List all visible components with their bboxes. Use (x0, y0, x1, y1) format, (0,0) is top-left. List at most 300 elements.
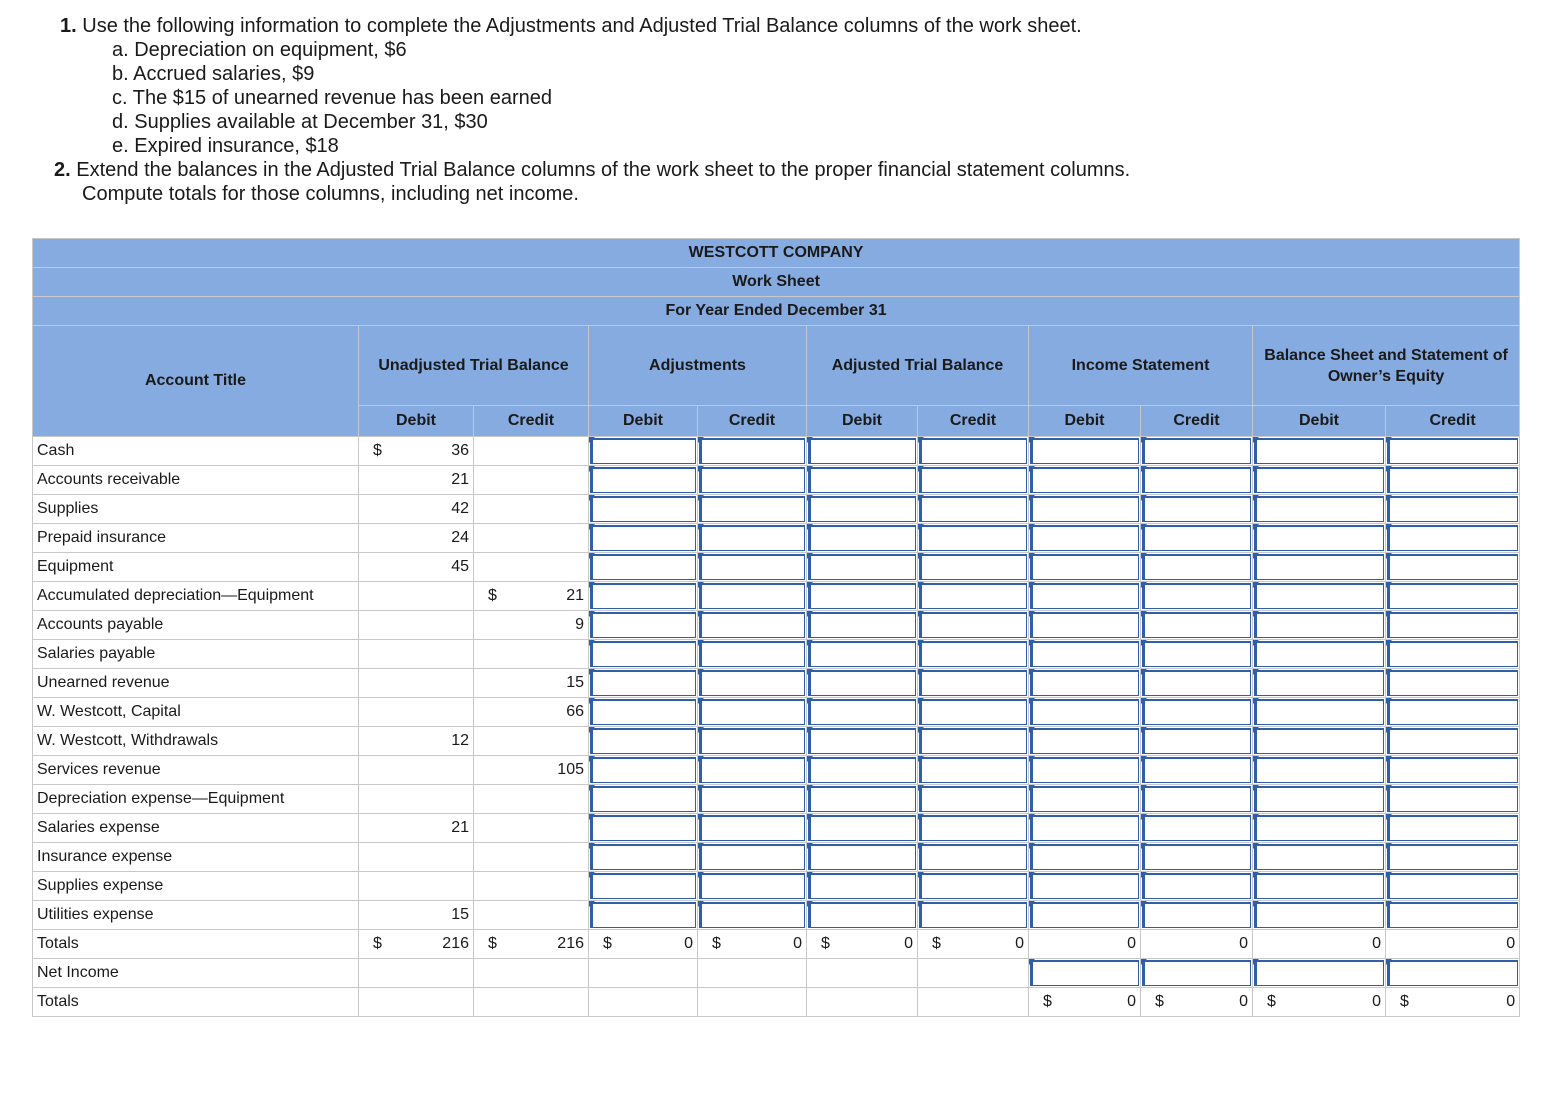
atb-credit-cell (918, 495, 1029, 524)
table-row (33, 582, 1520, 611)
unadjusted-debit (359, 901, 474, 930)
atb-debit-input[interactable] (808, 902, 916, 928)
adj-debit-input[interactable] (590, 467, 696, 493)
bs-credit-input[interactable] (1387, 583, 1518, 609)
dropdown-marker-icon (589, 727, 595, 733)
account-name: Unearned revenue (33, 669, 359, 698)
table-row (33, 466, 1520, 495)
adj-debit-input[interactable] (590, 670, 696, 696)
atb-credit-cell (918, 901, 1029, 930)
final-total-is-credit (1141, 988, 1253, 1017)
account-name: Equipment (33, 553, 359, 582)
dropdown-marker-icon (698, 727, 704, 733)
is-credit-input[interactable] (1142, 670, 1251, 696)
is-debit-cell (1029, 901, 1141, 930)
unadjusted-credit (474, 553, 589, 582)
unadjusted-credit-value: 66 (566, 703, 584, 720)
is-debit-cell (1029, 437, 1141, 466)
unadjusted-debit (359, 698, 474, 727)
atb-credit-cell (918, 553, 1029, 582)
atb-credit-input[interactable] (919, 467, 1027, 493)
atb-credit-input[interactable] (919, 699, 1027, 725)
unadjusted-debit-value: 42 (451, 500, 469, 517)
bs-debit-input[interactable] (1254, 873, 1384, 899)
adj-debit-input[interactable] (590, 815, 696, 841)
bs-debit-input[interactable] (1254, 641, 1384, 667)
group-header-balance-sheet: Balance Sheet and Statement of Owner’s Equity (1253, 326, 1520, 406)
adj-credit-input[interactable] (699, 554, 805, 580)
bs-debit-cell (1253, 872, 1386, 901)
dropdown-marker-icon (698, 785, 704, 791)
adj-credit-input[interactable] (699, 670, 805, 696)
unadjusted-debit-value: 12 (451, 732, 469, 749)
dropdown-marker-icon (807, 872, 813, 878)
dropdown-marker-icon (589, 698, 595, 704)
dropdown-marker-icon (1029, 872, 1035, 878)
unadjusted-debit (359, 640, 474, 669)
is-credit-input[interactable] (1142, 844, 1251, 870)
adj-debit-cell (589, 640, 698, 669)
adj-debit-input[interactable] (590, 438, 696, 464)
adj-credit-input[interactable] (699, 612, 805, 638)
bs-debit-cell (1253, 495, 1386, 524)
unadjusted-credit (474, 582, 589, 611)
dropdown-marker-icon (589, 495, 595, 501)
bs-debit-input[interactable] (1254, 583, 1384, 609)
bs-debit-input[interactable] (1254, 815, 1384, 841)
atb-debit-input[interactable] (808, 438, 916, 464)
dropdown-marker-icon (1253, 640, 1259, 646)
adj-credit-cell (698, 698, 807, 727)
is-debit-input[interactable] (1030, 902, 1139, 928)
dropdown-marker-icon (1141, 843, 1147, 849)
is-credit-input[interactable] (1142, 612, 1251, 638)
dropdown-marker-icon (589, 843, 595, 849)
account-name: Accumulated depreciation—Equipment (33, 582, 359, 611)
atb-debit-cell (807, 495, 918, 524)
empty-cell (474, 988, 589, 1017)
adj-credit-input[interactable] (699, 699, 805, 725)
dropdown-marker-icon (807, 727, 813, 733)
bs-debit-input[interactable] (1254, 438, 1384, 464)
bs-debit-input[interactable] (1254, 612, 1384, 638)
dropdown-marker-icon (1029, 495, 1035, 501)
bs-debit-cell (1253, 553, 1386, 582)
is-credit-input[interactable] (1142, 757, 1251, 783)
atb-debit-input[interactable] (808, 757, 916, 783)
is-credit-input[interactable] (1142, 438, 1251, 464)
is-debit-input[interactable] (1030, 699, 1139, 725)
net-income-is-credit-input[interactable] (1142, 960, 1251, 986)
bs-debit-input[interactable] (1254, 902, 1384, 928)
atb-credit-input[interactable] (919, 641, 1027, 667)
atb-credit-input[interactable] (919, 438, 1027, 464)
adj-debit-input[interactable] (590, 583, 696, 609)
atb-debit-cell (807, 524, 918, 553)
atb-debit-input[interactable] (808, 583, 916, 609)
currency-symbol: $ (1267, 993, 1276, 1010)
table-row (33, 495, 1520, 524)
atb-debit-cell (807, 785, 918, 814)
dropdown-marker-icon (918, 553, 924, 559)
adj-debit-input[interactable] (590, 699, 696, 725)
dropdown-marker-icon (1029, 466, 1035, 472)
unadjusted-credit (474, 727, 589, 756)
dropdown-marker-icon (698, 698, 704, 704)
bs-credit-cell (1386, 785, 1520, 814)
unadjusted-credit (474, 466, 589, 495)
bs-debit-cell (1253, 756, 1386, 785)
atb-debit-cell (807, 698, 918, 727)
is-debit-input[interactable] (1030, 554, 1139, 580)
dropdown-marker-icon (1029, 785, 1035, 791)
is-credit-cell (1141, 785, 1253, 814)
empty-cell (359, 988, 474, 1017)
atb-credit-input[interactable] (919, 554, 1027, 580)
adj-credit-input[interactable] (699, 815, 805, 841)
debit-column-header: Debit (1253, 406, 1386, 437)
dropdown-marker-icon (807, 901, 813, 907)
empty-cell (698, 959, 807, 988)
atb-credit-input[interactable] (919, 902, 1027, 928)
bs-credit-input[interactable] (1387, 873, 1518, 899)
is-debit-input[interactable] (1030, 844, 1139, 870)
adj-debit-cell (589, 611, 698, 640)
total-is-debit-value: 0 (1127, 935, 1136, 952)
table-row (33, 756, 1520, 785)
dropdown-marker-icon (1029, 698, 1035, 704)
adj-credit-cell (698, 437, 807, 466)
is-debit-input[interactable] (1030, 728, 1139, 754)
is-debit-input[interactable] (1030, 496, 1139, 522)
empty-cell (807, 988, 918, 1017)
adj-debit-input[interactable] (590, 844, 696, 870)
debit-column-header: Debit (359, 406, 474, 437)
question-2-text-cont: Compute totals for those columns, including net income. (82, 183, 579, 205)
atb-debit-input[interactable] (808, 699, 916, 725)
dropdown-marker-icon (1253, 785, 1259, 791)
atb-credit-input[interactable] (919, 728, 1027, 754)
bs-credit-cell (1386, 611, 1520, 640)
adj-credit-cell (698, 495, 807, 524)
adj-debit-input[interactable] (590, 873, 696, 899)
bs-credit-input[interactable] (1387, 438, 1518, 464)
adj-debit-cell (589, 843, 698, 872)
is-credit-input[interactable] (1142, 699, 1251, 725)
bs-credit-cell (1386, 756, 1520, 785)
bs-credit-input[interactable] (1387, 467, 1518, 493)
dropdown-marker-icon (807, 785, 813, 791)
atb-credit-cell (918, 582, 1029, 611)
question-1 (60, 14, 1520, 38)
unadjusted-debit (359, 437, 474, 466)
total-atb-credit-value: 0 (1015, 935, 1024, 952)
dropdown-marker-icon (1029, 640, 1035, 646)
bs-debit-input[interactable] (1254, 728, 1384, 754)
bs-debit-input[interactable] (1254, 844, 1384, 870)
atb-credit-cell (918, 669, 1029, 698)
dropdown-marker-icon (1386, 872, 1392, 878)
dropdown-marker-icon (918, 872, 924, 878)
is-debit-input[interactable] (1030, 815, 1139, 841)
currency-symbol: $ (1155, 993, 1164, 1010)
currency-symbol: $ (373, 442, 382, 459)
adj-credit-cell (698, 727, 807, 756)
dropdown-marker-icon (589, 901, 595, 907)
is-credit-input[interactable] (1142, 583, 1251, 609)
dropdown-marker-icon (1141, 698, 1147, 704)
adj-debit-input[interactable] (590, 786, 696, 812)
dropdown-marker-icon (698, 901, 704, 907)
bs-debit-cell (1253, 698, 1386, 727)
atb-debit-input[interactable] (808, 873, 916, 899)
atb-debit-cell (807, 669, 918, 698)
is-debit-input[interactable] (1030, 757, 1139, 783)
dropdown-marker-icon (1253, 959, 1259, 965)
is-debit-input[interactable] (1030, 670, 1139, 696)
dropdown-marker-icon (1253, 872, 1259, 878)
table-row (33, 901, 1520, 930)
dropdown-marker-icon (807, 669, 813, 675)
adj-credit-input[interactable] (699, 583, 805, 609)
net-income-bs-debit-input[interactable] (1254, 960, 1384, 986)
dropdown-marker-icon (1029, 524, 1035, 530)
is-debit-cell (1029, 640, 1141, 669)
adj-debit-input[interactable] (590, 902, 696, 928)
bs-credit-input[interactable] (1387, 815, 1518, 841)
adj-credit-input[interactable] (699, 844, 805, 870)
account-name: Supplies (33, 495, 359, 524)
bs-debit-input[interactable] (1254, 786, 1384, 812)
adj-credit-cell (698, 611, 807, 640)
bs-credit-input[interactable] (1387, 554, 1518, 580)
adj-debit-cell (589, 495, 698, 524)
dropdown-marker-icon (1253, 582, 1259, 588)
bs-debit-input[interactable] (1254, 554, 1384, 580)
is-credit-input[interactable] (1142, 728, 1251, 754)
atb-credit-input[interactable] (919, 757, 1027, 783)
instruction-item-c: c. The $15 of unearned revenue has been earned (112, 87, 552, 109)
bs-debit-input[interactable] (1254, 670, 1384, 696)
bs-credit-input[interactable] (1387, 641, 1518, 667)
atb-debit-input[interactable] (808, 554, 916, 580)
dropdown-marker-icon (1029, 959, 1035, 965)
dropdown-marker-icon (1141, 669, 1147, 675)
is-credit-input[interactable] (1142, 525, 1251, 551)
is-credit-input[interactable] (1142, 902, 1251, 928)
is-credit-input[interactable] (1142, 554, 1251, 580)
currency-symbol: $ (932, 935, 941, 952)
dropdown-marker-icon (1029, 814, 1035, 820)
adj-debit-input[interactable] (590, 757, 696, 783)
is-debit-input[interactable] (1030, 873, 1139, 899)
atb-debit-cell (807, 553, 918, 582)
net-income-is-debit-input[interactable] (1030, 960, 1139, 986)
adj-credit-input[interactable] (699, 496, 805, 522)
atb-debit-input[interactable] (808, 641, 916, 667)
empty-cell (918, 988, 1029, 1017)
dropdown-marker-icon (918, 495, 924, 501)
bs-credit-input[interactable] (1387, 699, 1518, 725)
atb-debit-input[interactable] (808, 815, 916, 841)
total-adj-credit-value: 0 (793, 935, 802, 952)
bs-credit-cell (1386, 814, 1520, 843)
dropdown-marker-icon (918, 582, 924, 588)
account-name: Supplies expense (33, 872, 359, 901)
adj-debit-input[interactable] (590, 641, 696, 667)
bs-debit-input[interactable] (1254, 525, 1384, 551)
atb-credit-input[interactable] (919, 525, 1027, 551)
atb-debit-input[interactable] (808, 496, 916, 522)
total-atb-debit-value: 0 (904, 935, 913, 952)
adj-credit-input[interactable] (699, 902, 805, 928)
atb-debit-input[interactable] (808, 728, 916, 754)
adj-debit-input[interactable] (590, 554, 696, 580)
bs-credit-input[interactable] (1387, 902, 1518, 928)
table-row (33, 669, 1520, 698)
dropdown-marker-icon (1386, 901, 1392, 907)
adj-debit-input[interactable] (590, 496, 696, 522)
dropdown-marker-icon (698, 669, 704, 675)
atb-credit-input[interactable] (919, 496, 1027, 522)
atb-credit-cell (918, 698, 1029, 727)
atb-credit-cell (918, 756, 1029, 785)
atb-credit-input[interactable] (919, 612, 1027, 638)
bs-debit-input[interactable] (1254, 467, 1384, 493)
is-credit-input[interactable] (1142, 496, 1251, 522)
atb-credit-cell (918, 785, 1029, 814)
adj-credit-input[interactable] (699, 757, 805, 783)
unadjusted-credit (474, 640, 589, 669)
adj-debit-input[interactable] (590, 612, 696, 638)
adj-credit-input[interactable] (699, 467, 805, 493)
is-debit-input[interactable] (1030, 438, 1139, 464)
dropdown-marker-icon (589, 814, 595, 820)
atb-debit-input[interactable] (808, 612, 916, 638)
adj-credit-input[interactable] (699, 641, 805, 667)
is-credit-input[interactable] (1142, 786, 1251, 812)
dropdown-marker-icon (1386, 843, 1392, 849)
adj-credit-input[interactable] (699, 525, 805, 551)
bs-credit-input[interactable] (1387, 786, 1518, 812)
bs-credit-input[interactable] (1387, 612, 1518, 638)
adj-credit-input[interactable] (699, 873, 805, 899)
is-credit-input[interactable] (1142, 873, 1251, 899)
bs-debit-cell (1253, 582, 1386, 611)
atb-credit-input[interactable] (919, 670, 1027, 696)
adj-credit-cell (698, 843, 807, 872)
table-row (33, 611, 1520, 640)
account-name: Insurance expense (33, 843, 359, 872)
atb-credit-input[interactable] (919, 786, 1027, 812)
bs-credit-input[interactable] (1387, 670, 1518, 696)
atb-credit-input[interactable] (919, 815, 1027, 841)
is-debit-input[interactable] (1030, 525, 1139, 551)
is-debit-input[interactable] (1030, 786, 1139, 812)
unadjusted-credit (474, 611, 589, 640)
adj-credit-input[interactable] (699, 786, 805, 812)
is-credit-input[interactable] (1142, 467, 1251, 493)
bs-debit-cell (1253, 640, 1386, 669)
bs-credit-cell (1386, 727, 1520, 756)
is-credit-cell (1141, 437, 1253, 466)
atb-credit-input[interactable] (919, 873, 1027, 899)
bs-debit-input[interactable] (1254, 757, 1384, 783)
bs-credit-cell (1386, 698, 1520, 727)
bs-credit-input[interactable] (1387, 757, 1518, 783)
is-debit-input[interactable] (1030, 583, 1139, 609)
adj-credit-input[interactable] (699, 728, 805, 754)
atb-debit-input[interactable] (808, 670, 916, 696)
dropdown-marker-icon (807, 698, 813, 704)
total-unadj-credit-value: 216 (557, 935, 584, 952)
adj-debit-input[interactable] (590, 525, 696, 551)
is-credit-input[interactable] (1142, 641, 1251, 667)
dropdown-marker-icon (918, 640, 924, 646)
atb-debit-input[interactable] (808, 467, 916, 493)
dropdown-marker-icon (589, 466, 595, 472)
is-debit-input[interactable] (1030, 612, 1139, 638)
adj-credit-cell (698, 756, 807, 785)
net-income-bs-credit-input[interactable] (1387, 960, 1518, 986)
is-debit-cell (1029, 698, 1141, 727)
question-1-text: Use the following information to complete the Adjustments and Adjusted Trial Balance columns of the work sheet. (82, 15, 1082, 37)
table-row (33, 814, 1520, 843)
dropdown-marker-icon (807, 437, 813, 443)
final-total-bs-debit (1253, 988, 1386, 1017)
is-credit-cell (1141, 582, 1253, 611)
atb-debit-cell (807, 466, 918, 495)
bs-debit-input[interactable] (1254, 496, 1384, 522)
adj-debit-input[interactable] (590, 728, 696, 754)
atb-debit-input[interactable] (808, 844, 916, 870)
bs-credit-input[interactable] (1387, 844, 1518, 870)
adj-credit-input[interactable] (699, 438, 805, 464)
debit-column-header: Debit (589, 406, 698, 437)
bs-credit-input[interactable] (1387, 728, 1518, 754)
empty-cell (589, 959, 698, 988)
is-debit-input[interactable] (1030, 641, 1139, 667)
is-debit-cell (1029, 814, 1141, 843)
adj-credit-cell (698, 814, 807, 843)
adj-debit-cell (589, 756, 698, 785)
currency-symbol: $ (488, 587, 497, 604)
atb-debit-input[interactable] (808, 525, 916, 551)
atb-credit-input[interactable] (919, 583, 1027, 609)
currency-symbol: $ (712, 935, 721, 952)
is-credit-input[interactable] (1142, 815, 1251, 841)
group-header-adjusted: Adjusted Trial Balance (807, 326, 1029, 406)
dropdown-marker-icon (1029, 553, 1035, 559)
dropdown-marker-icon (1253, 495, 1259, 501)
bs-credit-input[interactable] (1387, 525, 1518, 551)
dropdown-marker-icon (918, 901, 924, 907)
atb-credit-input[interactable] (919, 844, 1027, 870)
atb-debit-input[interactable] (808, 786, 916, 812)
atb-credit-cell (918, 814, 1029, 843)
is-debit-cell (1029, 727, 1141, 756)
currency-symbol: $ (821, 935, 830, 952)
is-debit-input[interactable] (1030, 467, 1139, 493)
bs-credit-input[interactable] (1387, 496, 1518, 522)
bs-debit-input[interactable] (1254, 699, 1384, 725)
total-atb-debit (807, 930, 918, 959)
final-total-bs-debit-value: 0 (1372, 993, 1381, 1010)
unadjusted-debit (359, 756, 474, 785)
final-total-bs-credit-value: 0 (1506, 993, 1516, 1010)
is-debit-cell (1029, 495, 1141, 524)
is-debit-cell (1029, 669, 1141, 698)
